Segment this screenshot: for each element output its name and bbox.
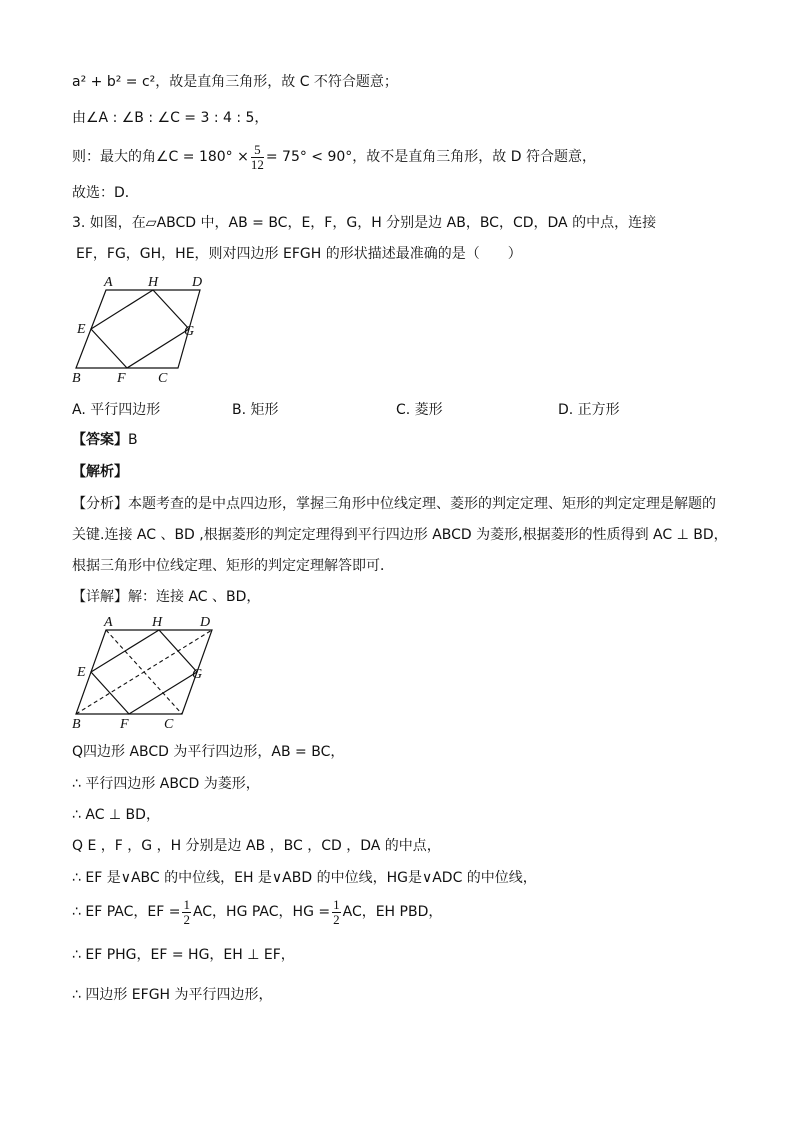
answer-label: 【答案】 [72,432,128,448]
option-a[interactable]: A. 平行四边形 [72,402,161,418]
proof-step: ∴ EF PHG，EF = HG，EH ⊥ EF， [72,947,295,963]
proof-step: ∴ 四边形 EFGH 为平行四边形， [72,987,273,1003]
label-e: E [77,665,86,680]
answer-value: B [128,432,138,448]
text-line: 故选：D． [72,185,139,201]
label-b: B [72,371,81,386]
options-row [72,400,732,420]
answer-line [72,430,138,450]
analysis-paragraph: 根据三角形中位线定理、矩形的判定定理解答即可． [72,558,394,574]
proof-step: ∴ 平行四边形 ABCD 为菱形， [72,776,260,792]
proof-step: Q四边形 ABCD 为平行四边形，AB = BC， [72,744,345,760]
option-c[interactable]: C. 菱形 [396,402,443,418]
label-a: A [104,615,113,630]
label-g: G [184,324,195,339]
text-segment: 则：最大的角∠C = 180° × [72,149,249,165]
parallelogram-diagonals-figure [66,612,216,734]
text-segment: = 75° < 90°，故不是直角三角形，故 D 符合题意， [265,149,596,165]
fraction-denominator: 2 [183,911,190,927]
label-h: H [148,275,159,290]
text-segment: ∴ EF PAC，EF = [72,904,181,920]
option-d[interactable]: D. 正方形 [558,402,620,418]
label-c: C [158,371,168,386]
text-segment: AC，EH PBD， [342,904,443,920]
fraction-denominator: 12 [250,156,264,172]
fraction [332,898,341,927]
text-line: 由∠A : ∠B : ∠C = 3 : 4 : 5， [72,110,269,126]
analysis-paragraph: 【详解】解：连接 AC 、BD， [72,589,261,605]
label-d: D [200,615,211,630]
option-b[interactable]: B. 矩形 [232,402,279,418]
analysis-paragraph: 【分析】本题考查的是中点四边形，掌握三角形中位线定理、菱形的判定定理、矩形的判定定理是解题的 [72,496,716,512]
fraction-numerator: 5 [251,143,264,158]
text-line-fraction [72,142,596,172]
analysis-paragraph: 关键.连接 AC 、BD ,根据菱形的判定定理得到平行四边形 ABCD 为菱形,根据菱形的性质得到 AC ⊥ BD， [72,527,728,543]
proof-step: Q E ，F ，G ，H 分别是边 AB ，BC ，CD ，DA 的中点， [72,838,441,854]
label-e: E [77,322,86,337]
fraction-denominator: 2 [333,911,340,927]
text-line: a² + b² = c²，故是直角三角形，故 C 不符合题意； [72,74,398,90]
fraction-numerator: 1 [333,896,340,912]
fraction-numerator: 1 [183,896,190,912]
label-g: G [192,667,203,682]
label-f: F [117,371,126,386]
parallelogram-abcd [76,290,200,368]
label-f: F [120,717,129,732]
proof-step-fractions [72,896,442,928]
quadrilateral-efgh [91,290,189,368]
question-line: 3. 如图，在▱ABCD 中，AB = BC，E，F，G，H 分别是边 AB，BC，CD，DA 的中点，连接 [72,215,657,231]
proof-step: ∴ EF 是∨ABC 的中位线，EH 是∨ABD 的中位线，HG是∨ADC 的中位线， [72,870,537,886]
fraction [182,898,191,927]
parallelogram-figure [66,272,216,390]
analysis-label: 【解析】 [72,464,128,480]
question-line: EF，FG，GH，HE，则对四边形 EFGH 的形状描述最准确的是（ ） [76,246,522,262]
label-d: D [192,275,203,290]
fraction [251,143,264,172]
label-b: B [72,717,81,732]
label-a: A [104,275,113,290]
label-h: H [152,615,163,630]
label-c: C [164,717,174,732]
text-segment: AC，HG PAC，HG = [192,904,331,920]
proof-step: ∴ AC ⊥ BD， [72,807,160,823]
